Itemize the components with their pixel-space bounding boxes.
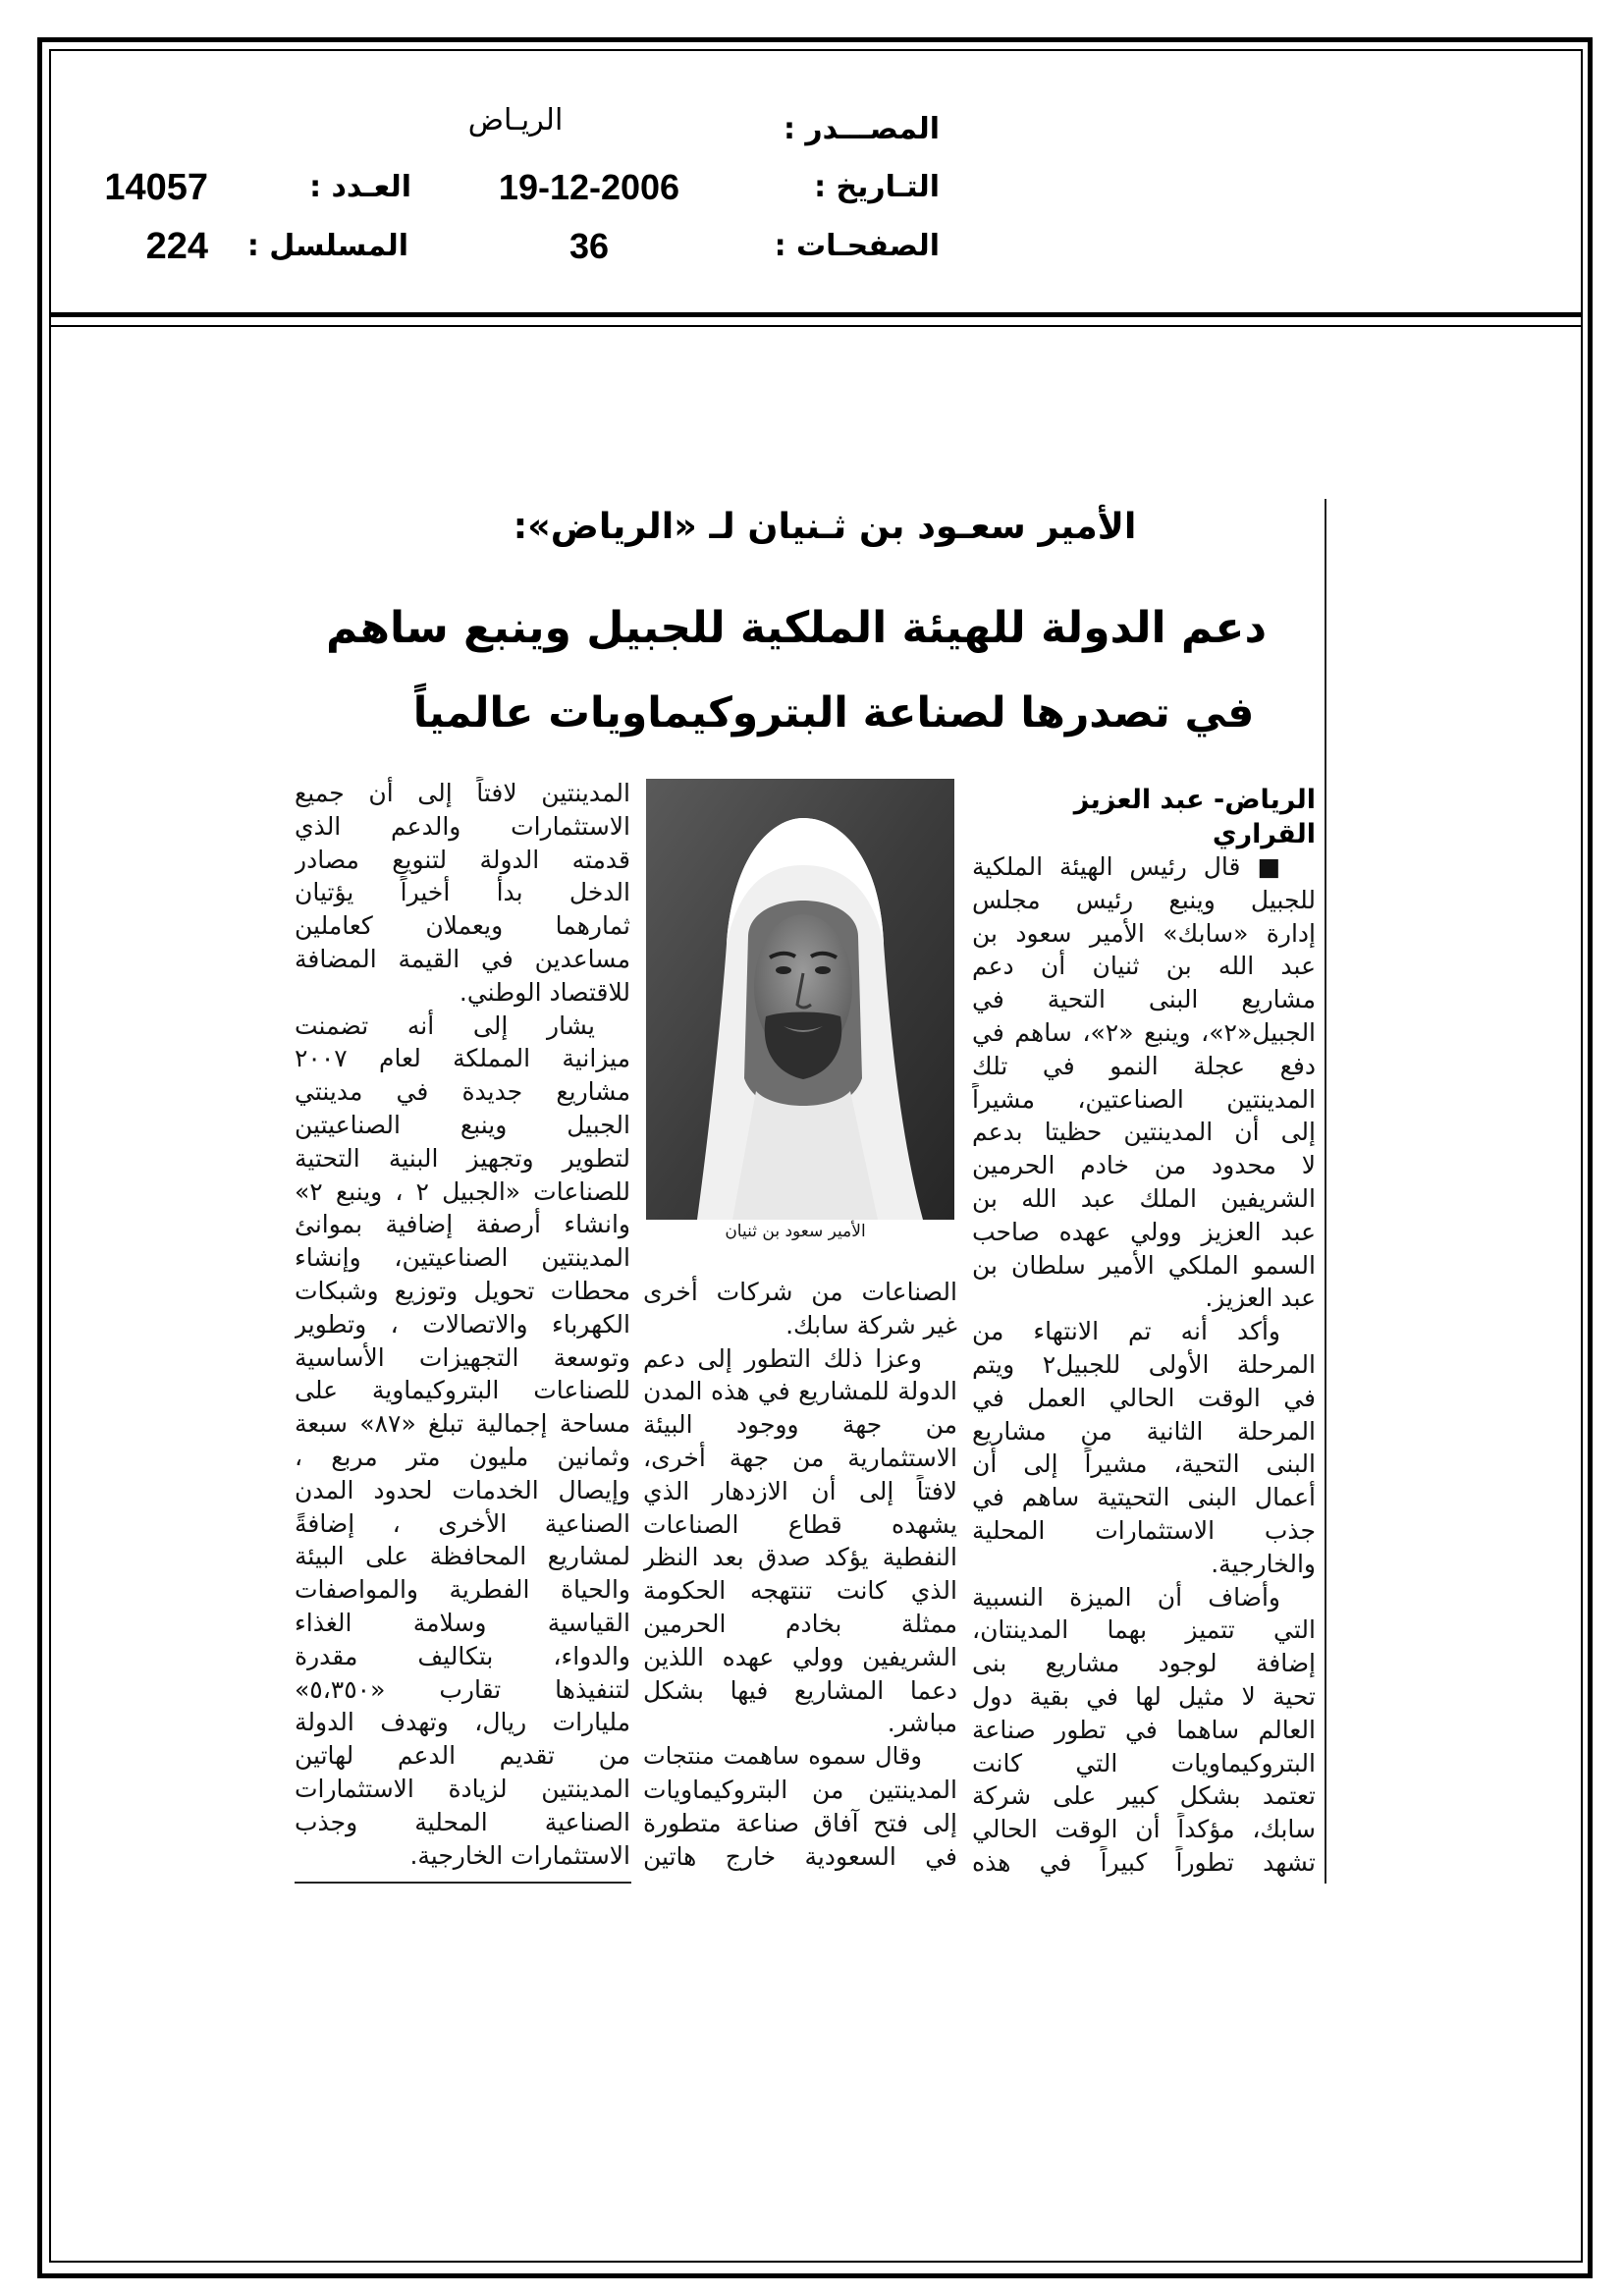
article-text-line: عبد الله بن ثنيان أن دعم [972, 952, 1316, 981]
article-text-line: من تقديم الدعم لهاتين [295, 1741, 630, 1771]
header-divider-thin [49, 325, 1583, 327]
article-text-line: المدينتين الصناعيتين، وإنشاء [295, 1243, 630, 1273]
article-text-line: أعمال البنى التحيتية ساهم في [972, 1483, 1316, 1512]
article-text-line: يشهده قطاع الصناعات [643, 1509, 957, 1539]
article-text-line: وتوسعة التجهيزات الأساسية [295, 1342, 630, 1372]
byline-line-1: الرياض- عبد العزيز [1073, 785, 1316, 815]
article-text-line: عبد العزيز. [1205, 1284, 1316, 1313]
portrait-photo [646, 779, 954, 1220]
article-text-line: إضافة لوجود مشاريع بنى [972, 1649, 1316, 1678]
article-text-line: ميزانية المملكة لعام ٢٠٠٧ [295, 1044, 630, 1073]
article-right-rule [1325, 499, 1326, 1884]
article-text-line: في السعودية خارج هاتين [643, 1841, 957, 1871]
article-paragraph [295, 1010, 630, 1873]
article-kicker: الأمير سعـود بن ثـنيان لـ «الرياض»: [513, 505, 1137, 547]
article-text-line: المدينتين الصناعتين، مشيراً [972, 1084, 1316, 1114]
article-text-line: ممثلة بخادم الحرمين [643, 1609, 957, 1638]
article-text-line: الكهرباء والاتصالات ، وتطوير [295, 1309, 630, 1339]
article-text-line: مساعدين في القيمة المضافة [295, 944, 630, 973]
article-text-line: عبد العزيز وولي عهده صاحب [972, 1217, 1316, 1246]
article-text-line: مباشر. [887, 1709, 957, 1738]
article-text-line: والدواء، بتكاليف مقدرة [295, 1641, 630, 1670]
article-text-line: مشاريع البنى التحية في [972, 985, 1316, 1014]
article-text-line: مليارات ريال، وتهدف الدولة [295, 1708, 630, 1737]
article-text-line: إلى أن المدينتين حظيتا بدعم [972, 1118, 1316, 1147]
pages-value: 36 [568, 226, 610, 266]
article-text-line: في الوقت الحالي العمل في [972, 1383, 1316, 1412]
article-text-line: دعما المشاريع فيها بشكل [643, 1675, 957, 1705]
article-text-line: المرحلة الأولى للجبيل٢ ويتم [972, 1349, 1316, 1379]
article-text-line: تعتمد بشكل كبير على شركة [972, 1781, 1316, 1811]
article-text-line: البنى التحية، مشيراً إلى أن [972, 1449, 1316, 1479]
article-text-line: مساحة إجمالية تبلغ «٨٧» سبعة [295, 1409, 630, 1439]
article-text-line: إلى فتح آفاق صناعة متطورة [643, 1808, 957, 1837]
article-bottom-rule [295, 1882, 631, 1884]
article-text-line: الاستثمارات والدعم الذي [295, 811, 630, 841]
article-text-line: وانشاء أرصفة إضافية بموانئ [295, 1210, 630, 1239]
headline-line-1: دعم الدولة للهيئة الملكية للجبيل وينبع ساهم [325, 603, 1268, 653]
article-text-line: والحياة الفطرية والمواصفات [295, 1575, 630, 1605]
source-value: الريـاض [467, 103, 564, 137]
article-paragraph [643, 1740, 957, 1873]
issue-value: 14057 [104, 167, 208, 208]
photo-caption: الأمير سعود بن ثنيان [725, 1222, 866, 1241]
source-label: المصـــدر : [783, 112, 940, 146]
article-column-middle [643, 1276, 957, 1873]
article-text-line: لافتاً إلى أن الازدهار الذي [643, 1476, 957, 1505]
article-text-line: وقال سموه ساهمت منتجات [643, 1742, 922, 1771]
article-text-line: جذب الاستثمارات المحلية [972, 1515, 1316, 1545]
serial-value: 224 [145, 226, 208, 267]
article-text-line: وثمانين مليون متر مربع ، [295, 1442, 630, 1471]
article-text-line: وعزا ذلك التطور إلى دعم [643, 1343, 922, 1373]
article-text-line: لمشاريع المحافظة على البيئة [295, 1542, 630, 1571]
article-text-line: وأضاف أن الميزة النسبية [972, 1582, 1280, 1612]
article-text-line: النفطية يؤكد صدق بعد النظر [643, 1543, 957, 1572]
issue-label: العـدد : [309, 170, 411, 204]
headline-line-2: في تصدرها لصناعة البتروكيماويات عالمياً [412, 689, 1255, 738]
article-text-line: الجبيل«٢»، وينبع «٢»، ساهم في [972, 1017, 1316, 1047]
article-paragraph [972, 850, 1316, 1315]
article-text-line: إدارة «سابك» الأمير سعود بن [972, 918, 1316, 948]
pages-label: الصفحـات : [774, 229, 940, 263]
article-column-right [972, 850, 1316, 1880]
article-text-line: المدينتين من البتروكيماويات [643, 1775, 957, 1804]
article-text-line: تشهد تطوراً كبيراً في هذه [972, 1847, 1316, 1877]
article-text-line: سابك، مؤكداً أن الوقت الحالي [972, 1815, 1316, 1844]
article-text-line: المرحلة الثانية من مشاريع [972, 1416, 1316, 1446]
article-text-line: وأكد أنه تم الانتهاء من [972, 1317, 1280, 1346]
article-text-line: المدينتين لافتاً إلى أن جميع [295, 779, 630, 807]
article-text-line: للجبيل وينبع رئيس مجلس [972, 885, 1316, 914]
article-text-line: الشريفين وولي عهده اللذين [643, 1642, 957, 1671]
article-text-line: الاستثمارات الخارجية. [409, 1840, 630, 1870]
date-label: التـاريخ : [814, 170, 940, 204]
article-paragraph [295, 777, 630, 1010]
article-text-line: دفع عجلة النمو في تلك [972, 1051, 1316, 1080]
article-text-line: الصناعات من شركات أخرى [643, 1278, 957, 1306]
article-text-line: للصناعات البتروكيماوية على [295, 1376, 630, 1405]
article-text-line: للصناعات «الجبيل ٢ ، وينبع ٢» [295, 1176, 630, 1206]
article-text-line: وإيصال الخدمات لحدود المدن [295, 1475, 630, 1504]
article-text-line: مشاريع جديدة في مدينتي [295, 1077, 630, 1107]
article-text-line: البتروكيماويات التي كانت [972, 1748, 1316, 1777]
article-text-line: تحية لا مثيل لها في بقية دول [972, 1681, 1316, 1711]
article-text-line: العالم ساهما في تطور صناعة [972, 1715, 1316, 1744]
article-text-line: والخارجية. [1211, 1549, 1316, 1578]
article-text-line: الصناعية المحلية وجذب [295, 1807, 630, 1836]
article-text-line: قدمته الدولة لتنويع مصادر [295, 845, 630, 874]
article-text-line: لتنفيذها تقارب «٥،٣٥٠» [295, 1674, 630, 1704]
article-text-line: من جهة ووجود البيئة [643, 1410, 957, 1440]
article-text-line: الاستثمارية من جهة أخرى، [643, 1443, 957, 1472]
date-value: 19-12-2006 [498, 167, 680, 207]
article-paragraph [643, 1342, 957, 1741]
article-text-line: لتطوير وتجهيز البنية التحتية [295, 1143, 630, 1173]
article-text-line: للاقتصاد الوطني. [459, 977, 630, 1007]
article-text-line: المدينتين لزيادة الاستثمارات [295, 1774, 630, 1803]
article-paragraph [643, 1276, 957, 1342]
article-text-line: السمو الملكي الأمير سلطان بن [972, 1250, 1316, 1280]
serial-label: المسلسل : [246, 229, 408, 263]
article-text-line: القياسية وسلامة الغذاء [295, 1608, 630, 1637]
article-text-line: ثمارهما ويعملان كعاملين [295, 911, 630, 941]
article-paragraph [972, 1581, 1316, 1880]
article-text-line: الدخل بدأ أخيراً يؤتيان [295, 878, 630, 907]
article-text-line: محطات تحويل وتوزيع وشبكات [295, 1276, 630, 1305]
article-text-line: التي تتميز بهما المدينتان، [972, 1615, 1316, 1645]
article-paragraph [972, 1315, 1316, 1580]
article-text-line: الجبيل وينبع الصناعيتين [295, 1110, 630, 1139]
article-text-line: غير شركة سابك. [785, 1310, 957, 1339]
article-text-line: يشار إلى أنه تضمنت [295, 1011, 595, 1040]
header-divider-thick [49, 312, 1583, 317]
article-text-line: الدولة للمشاريع في هذه المدن [643, 1377, 957, 1406]
article-text-line: لا محدود من خادم الحرمين [972, 1151, 1316, 1180]
article-text-line: الشريفين الملك عبد الله بن [972, 1183, 1316, 1213]
article-column-left [295, 777, 630, 1872]
article-text-line: الصناعية الأخرى ، إضافةً [295, 1508, 630, 1538]
article-text-line: ■ قال رئيس الهيئة الملكية [972, 852, 1280, 881]
byline-line-2: القراري [1212, 819, 1316, 849]
article-text-line: الذي كانت تنتهجه الحكومة [643, 1576, 957, 1606]
